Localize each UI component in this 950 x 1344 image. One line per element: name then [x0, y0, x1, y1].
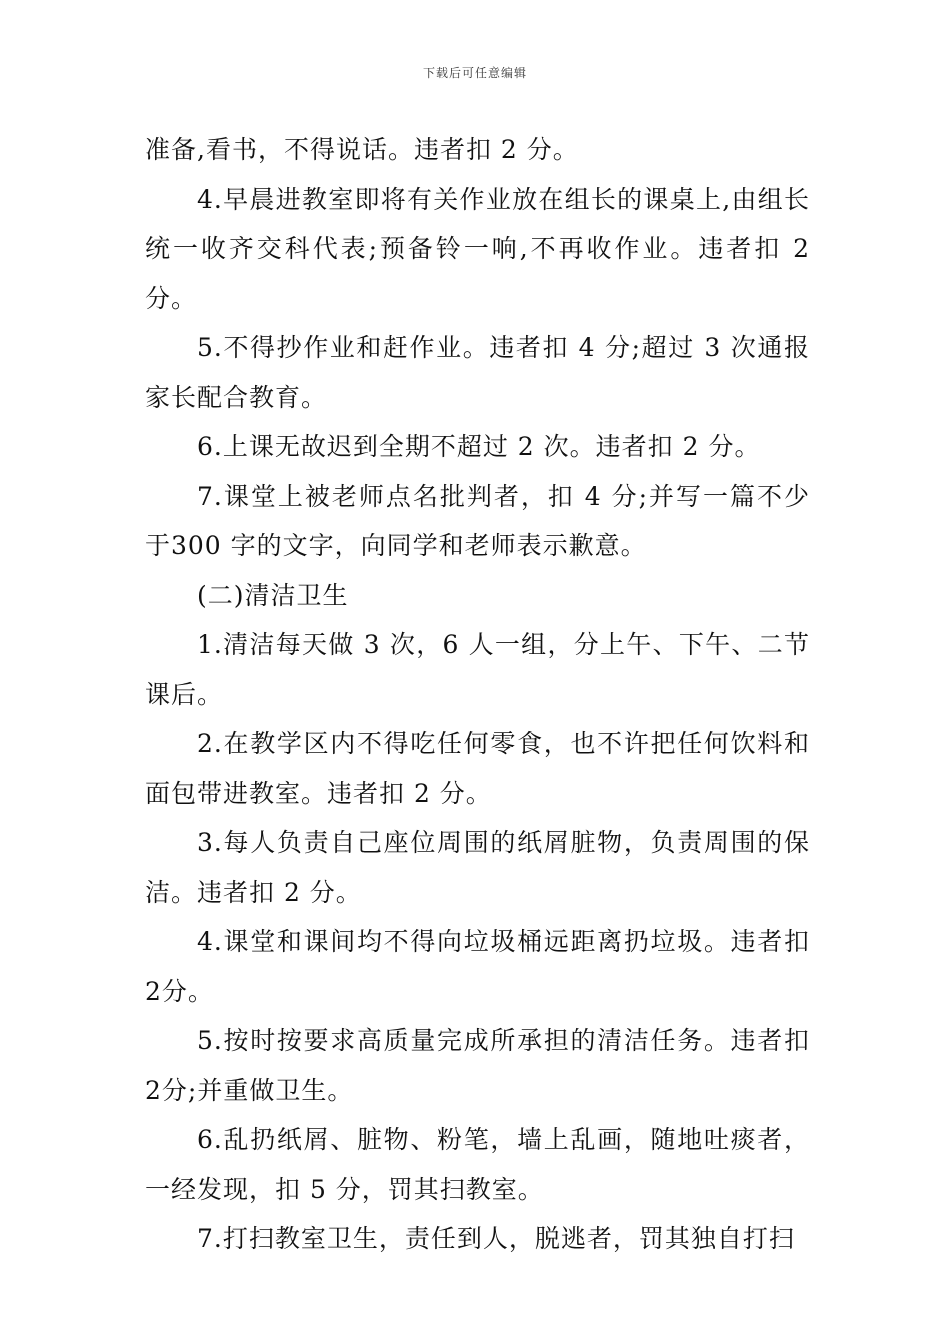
- page-header: 下载后可任意编辑: [422, 66, 527, 80]
- paragraph: 准备,看书，不得说话。违者扣 2 分。: [145, 135, 579, 164]
- document-body: [145, 125, 810, 1264]
- paragraph: 2.在教学区内不得吃任何零食，也不许把任何饮料和面包带进教室。违者扣 2 分。: [145, 729, 810, 808]
- paragraph: 4.课堂和课间均不得向垃圾桶远距离扔垃圾。违者扣 2分。: [145, 927, 810, 1006]
- paragraph: 7.课堂上被老师点名批判者，扣 4 分;并写一篇不少于300 字的文字，向同学和老师表示歉意。: [145, 481, 810, 560]
- section-heading: (二)清洁卫生: [197, 580, 349, 610]
- paragraph: 6.乱扔纸屑、脏物、粉笔，墙上乱画，随地吐痰者，一经发现，扣 5 分，罚其扫教室。: [145, 1125, 810, 1204]
- paragraph: 5.按时按要求高质量完成所承担的清洁任务。违者扣 2分;并重做卫生。: [145, 1026, 810, 1105]
- paragraph: 6.上课无故迟到全期不超过 2 次。违者扣 2 分。: [197, 432, 761, 461]
- paragraph: 3.每人负责自己座位周围的纸屑脏物，负责周围的保洁。违者扣 2 分。: [145, 828, 810, 907]
- paragraph: 5.不得抄作业和赶作业。违者扣 4 分;超过 3 次通报家长配合教育。: [145, 333, 810, 412]
- paragraph: 7.打扫教室卫生，责任到人，脱逃者，罚其独自打扫: [197, 1224, 795, 1253]
- paragraph: 1.清洁每天做 3 次，6 人一组，分上午、下午、二节课后。: [145, 630, 810, 709]
- paragraph: 4.早晨进教室即将有关作业放在组长的课桌上,由组长统一收齐交科代表;预备铃一响,不再收作业。违者扣 2 分。: [145, 184, 810, 313]
